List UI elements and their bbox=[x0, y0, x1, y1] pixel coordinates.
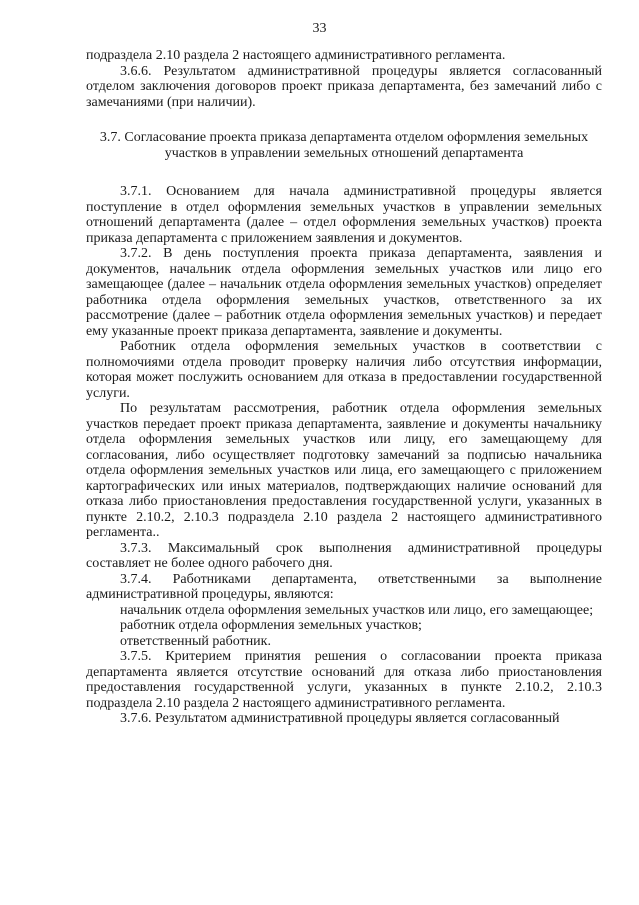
section-heading-3-7: 3.7. Согласование проекта приказа департамента отделом оформления земельных участков в управлении земельных отношений департамента bbox=[99, 130, 589, 161]
paragraph-3-7-2: 3.7.2. В день поступления проекта приказа департамента, заявления и документов, начальник отдела оформления земельных участков или лицо его замещающее (далее – начальник отдела оформления земельных участков) определяет работника отдела оформления земельных участков, ответственного за их рассмотрение (далее – работник отдела оформления земельных участков) и передает ему указанные проект приказа департамента, заявление и документы. bbox=[86, 246, 602, 339]
paragraph-3-7-3: 3.7.3. Максимальный срок выполнения административной процедуры составляет не более одного рабочего дня. bbox=[86, 540, 602, 571]
paragraph-3-7-1: 3.7.1. Основанием для начала административной процедуры является поступление в отдел оформления земельных участков в управлении земельных отношений департамента (далее – отдел оформления земельных участков) проекта приказа департамента с приложением заявления и документов. bbox=[86, 184, 602, 246]
list-item-department-worker: работник отдела оформления земельных участков; bbox=[120, 618, 422, 633]
paragraph-review-results: По результатам рассмотрения, работник отдела оформления земельных участков передает проект приказа департамента, заявление и документы начальнику отдела оформления земельных участков или лицу, его замещающему для согласования, либо осуществляет подготовку замечаний за подписью начальника отдела оформления земельных участков или лица, его замещающего с приложением картографических или иных материалов, подтверждающих наличие оснований для отказа либо приостановления предоставления государственной услуги, указанных в пункте 2.10.2, 2.10.3 подраздела 2.10 раздела 2 настоящего административного регламента.. bbox=[86, 401, 602, 540]
paragraph-worker-check: Работник отдела оформления земельных участков в соответствии с полномочиями отдела проводит проверку наличия либо отсутствия информации, которая может послужить основанием для отказа в предоставлении государственной услуги. bbox=[86, 339, 602, 401]
document-body bbox=[86, 48, 602, 727]
paragraph-3-7-4: 3.7.4. Работниками департамента, ответственными за выполнение административной процедуры, являются: bbox=[86, 571, 602, 602]
paragraph-3-6-6: 3.6.6. Результатом административной процедуры является согласованный отделом заключения договоров проект приказа департамента, без замечаний либо с замечаниями (при наличии). bbox=[86, 63, 602, 110]
list-item-responsible-worker: ответственный работник. bbox=[120, 633, 271, 649]
paragraph-3-7-5: 3.7.5. Критерием принятия решения о согласовании проекта приказа департамента является отсутствие оснований для отказа либо приостановления предоставления государственной услуги, указанных в пункте 2.10.2, 2.10.3 подраздела 2.10 раздела 2 настоящего административного регламента. bbox=[86, 649, 602, 711]
list-item-head-of-department: начальник отдела оформления земельных участков или лицо, его замещающее; bbox=[120, 602, 594, 618]
paragraph-continuation: подраздела 2.10 раздела 2 настоящего административного регламента. bbox=[86, 48, 506, 63]
page-number: 33 bbox=[312, 21, 327, 36]
paragraph-3-7-6: 3.7.6. Результатом административной процедуры является согласованный bbox=[120, 711, 560, 726]
